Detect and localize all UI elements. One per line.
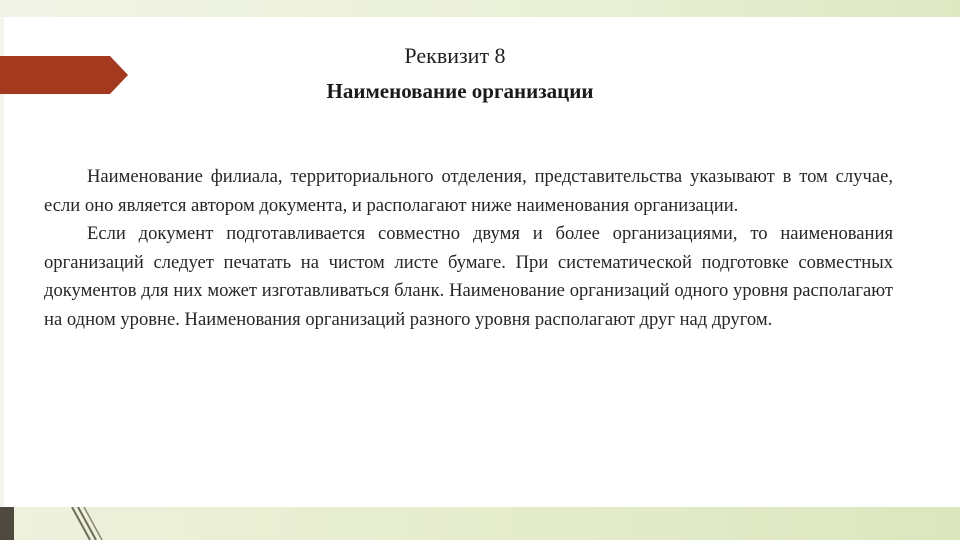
diagonal-stripes-decoration [60, 507, 120, 540]
paragraph-joint-documents: Если документ подготавливается совместно двумя и более организациями, то наименования организаций следует печатать на чистом листе бумаге. При систематической подготовке совместных документов для них может изготавливаться бланк. Наименование организаций одного уровня располагают на одном уровне. Наименования организаций разного уровня располагают друг над другом. [44, 223, 893, 330]
slide-title: Реквизит 8 [404, 43, 506, 68]
slide-subtitle: Наименование организации [326, 79, 594, 103]
slide-body [44, 163, 893, 335]
slide-title-block [0, 40, 960, 106]
bottom-left-corner-block [0, 507, 14, 540]
paragraph-branch-name: Наименование филиала, территориального отделения, представительства указывают в том случае, если оно является автором документа, и располагают ниже наименования организации. [44, 166, 893, 216]
bottom-decorative-band [0, 507, 960, 540]
top-decorative-band [0, 0, 960, 17]
